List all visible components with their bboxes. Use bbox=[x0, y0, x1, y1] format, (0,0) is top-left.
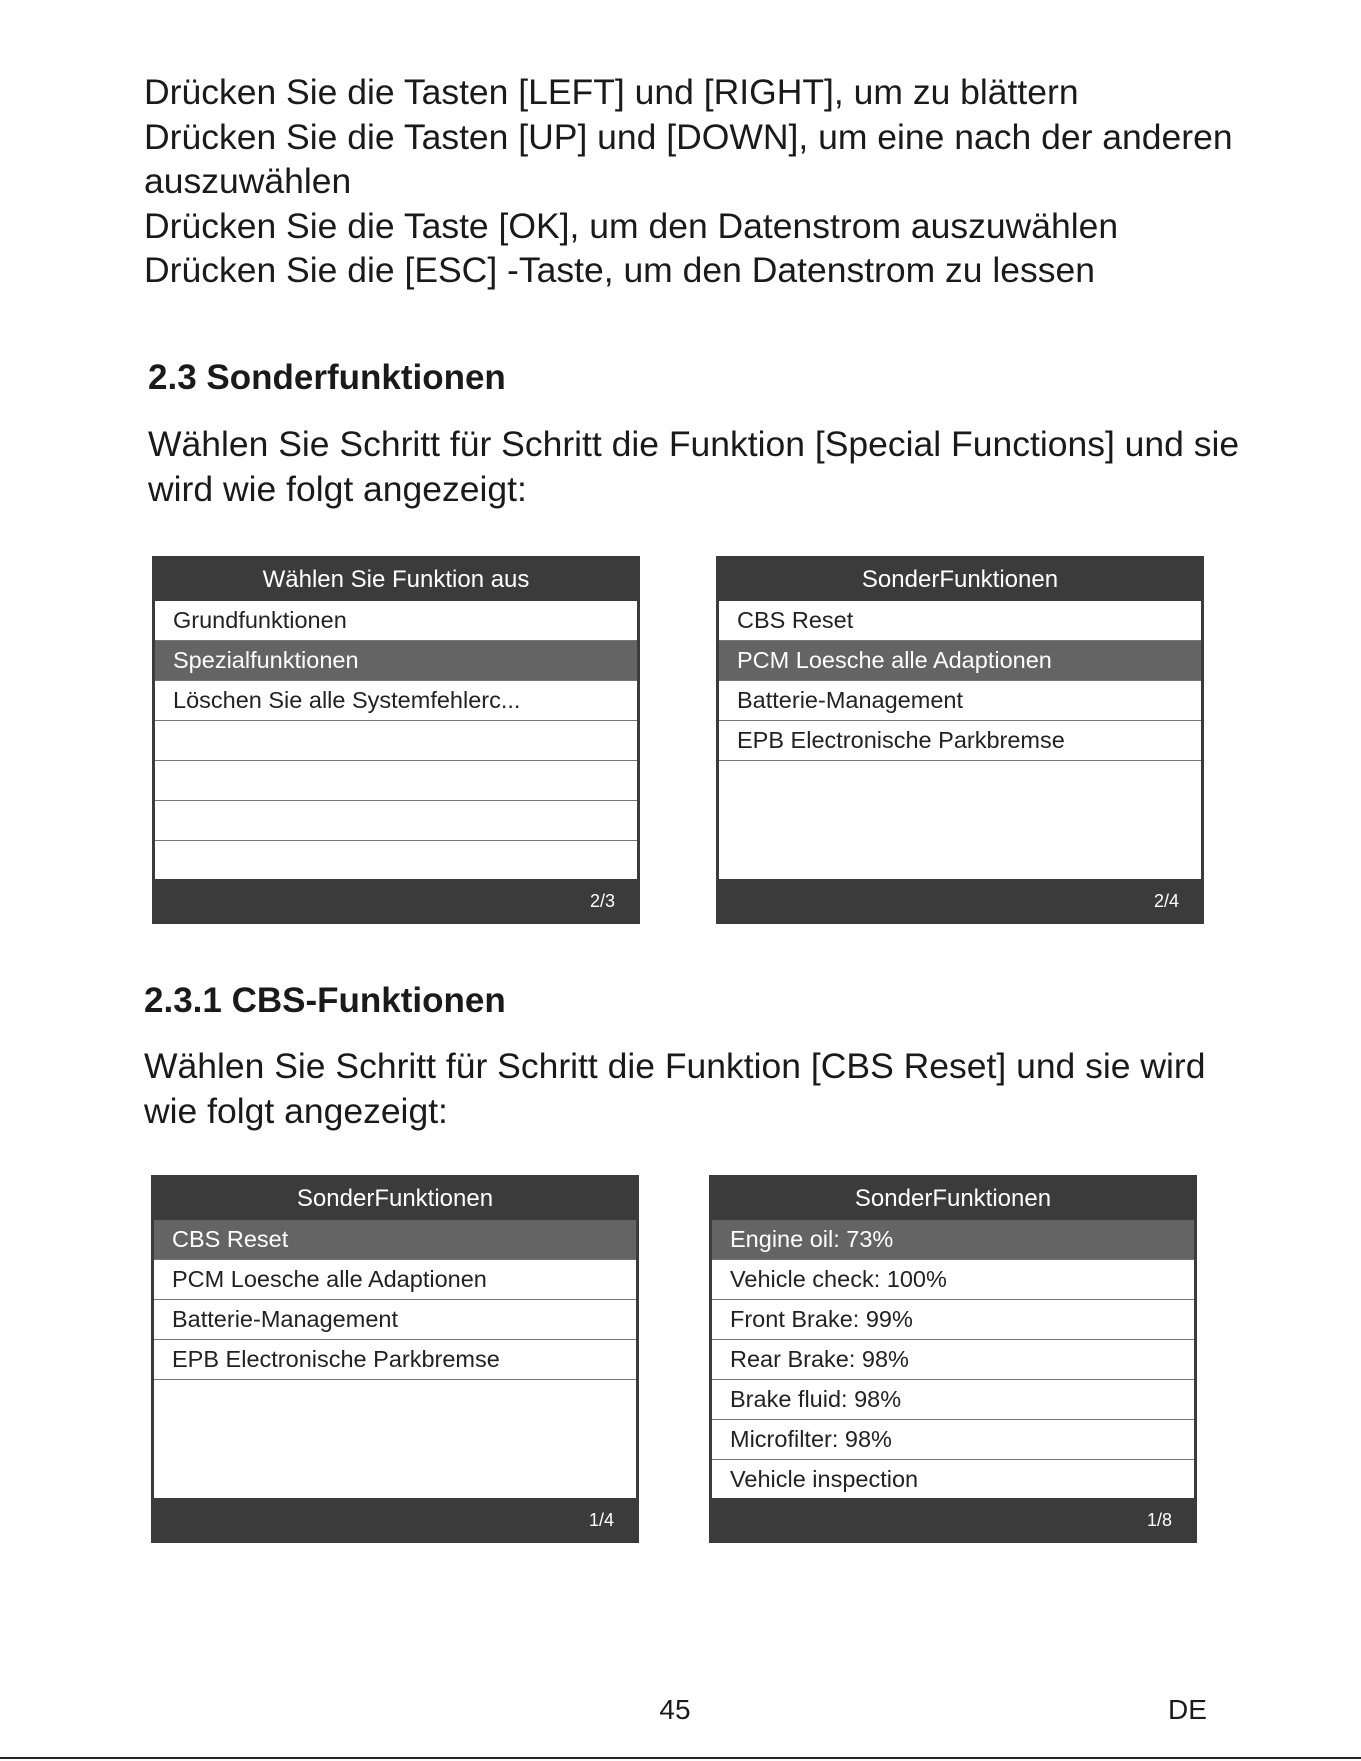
menu-item-empty bbox=[155, 721, 637, 761]
device-screen-cbs-select bbox=[151, 1175, 639, 1543]
menu-item-cbs-reset[interactable]: CBS Reset bbox=[154, 1220, 636, 1260]
screen-menu-list bbox=[719, 601, 1201, 879]
screen-page-indicator: 1/4 bbox=[588, 1510, 614, 1530]
menu-item-grundfunktionen[interactable]: Grundfunktionen bbox=[155, 601, 637, 641]
intro-instructions bbox=[144, 70, 1244, 293]
section-heading-2-3-1: 2.3.1 CBS-Funktionen bbox=[144, 981, 506, 1020]
device-screen-function-select bbox=[152, 556, 640, 924]
cbs-item-engine-oil[interactable]: Engine oil: 73% bbox=[712, 1220, 1194, 1260]
menu-item-empty bbox=[155, 801, 637, 841]
screen-title: SonderFunktionen bbox=[854, 1185, 1052, 1212]
screen-page-indicator: 1/8 bbox=[1146, 1510, 1172, 1530]
device-screen-cbs-values bbox=[709, 1175, 1197, 1543]
intro-line-ok: Drücken Sie die Taste [OK], um den Datenstrom auszuwählen bbox=[144, 205, 1119, 246]
section-text-2-3-1: Wählen Sie Schritt für Schritt die Funktion [CBS Reset] und sie wird wie folgt angezeigt: bbox=[144, 1046, 1206, 1131]
intro-line-esc: Drücken Sie die [ESC] -Taste, um den Datenstrom zu lessen bbox=[144, 250, 1096, 290]
bottom-divider bbox=[0, 1757, 1361, 1759]
menu-item-empty bbox=[155, 761, 637, 801]
intro-line-left-right: Drücken Sie die Tasten [LEFT] und [RIGHT], um zu blättern bbox=[144, 72, 1079, 112]
menu-item-pcm-adaptionen[interactable]: PCM Loesche alle Adaptionen bbox=[719, 641, 1201, 681]
menu-item-systemfehler[interactable]: Löschen Sie alle Systemfehlerc... bbox=[155, 681, 637, 721]
screen-page-indicator: 2/3 bbox=[589, 891, 615, 911]
menu-item-batterie-management[interactable]: Batterie-Management bbox=[719, 681, 1201, 721]
cbs-item-microfilter[interactable]: Microfilter: 98% bbox=[712, 1420, 1194, 1460]
menu-item-spezialfunktionen[interactable]: Spezialfunktionen bbox=[155, 641, 637, 681]
language-code: DE bbox=[1168, 1694, 1207, 1725]
cbs-item-rear-brake[interactable]: Rear Brake: 98% bbox=[712, 1340, 1194, 1380]
cbs-item-front-brake[interactable]: Front Brake: 99% bbox=[712, 1300, 1194, 1340]
intro-line-up-down: Drücken Sie die Tasten [UP] und [DOWN], um eine nach der anderen auszuwählen bbox=[144, 116, 1233, 201]
cbs-item-vehicle-check[interactable]: Vehicle check: 100% bbox=[712, 1260, 1194, 1300]
screen-menu-list bbox=[154, 1220, 636, 1498]
menu-item-epb-parkbremse[interactable]: EPB Electronische Parkbremse bbox=[154, 1340, 636, 1380]
section-heading-2-3: 2.3 Sonderfunktionen bbox=[148, 358, 506, 397]
cbs-item-vehicle-inspection[interactable]: Vehicle inspection bbox=[712, 1460, 1194, 1498]
menu-item-empty bbox=[155, 841, 637, 879]
menu-item-batterie-management[interactable]: Batterie-Management bbox=[154, 1300, 636, 1340]
menu-item-pcm-adaptionen[interactable]: PCM Loesche alle Adaptionen bbox=[154, 1260, 636, 1300]
menu-item-epb-parkbremse[interactable]: EPB Electronische Parkbremse bbox=[719, 721, 1201, 761]
screen-page-indicator: 2/4 bbox=[1153, 891, 1179, 911]
screen-title: Wählen Sie Funktion aus bbox=[262, 566, 530, 593]
cbs-item-brake-fluid[interactable]: Brake fluid: 98% bbox=[712, 1380, 1194, 1420]
screen-menu-list bbox=[712, 1220, 1194, 1498]
page-number: 45 bbox=[659, 1694, 691, 1725]
menu-item-cbs-reset[interactable]: CBS Reset bbox=[719, 601, 1201, 641]
screen-title: SonderFunktionen bbox=[861, 566, 1059, 593]
device-screen-sonderfunktionen bbox=[716, 556, 1204, 924]
section-text-2-3: Wählen Sie Schritt für Schritt die Funktion [Special Functions] und sie wird wie folgt angezeigt: bbox=[148, 424, 1240, 509]
screen-title: SonderFunktionen bbox=[296, 1185, 494, 1212]
screen-menu-list bbox=[155, 601, 637, 879]
